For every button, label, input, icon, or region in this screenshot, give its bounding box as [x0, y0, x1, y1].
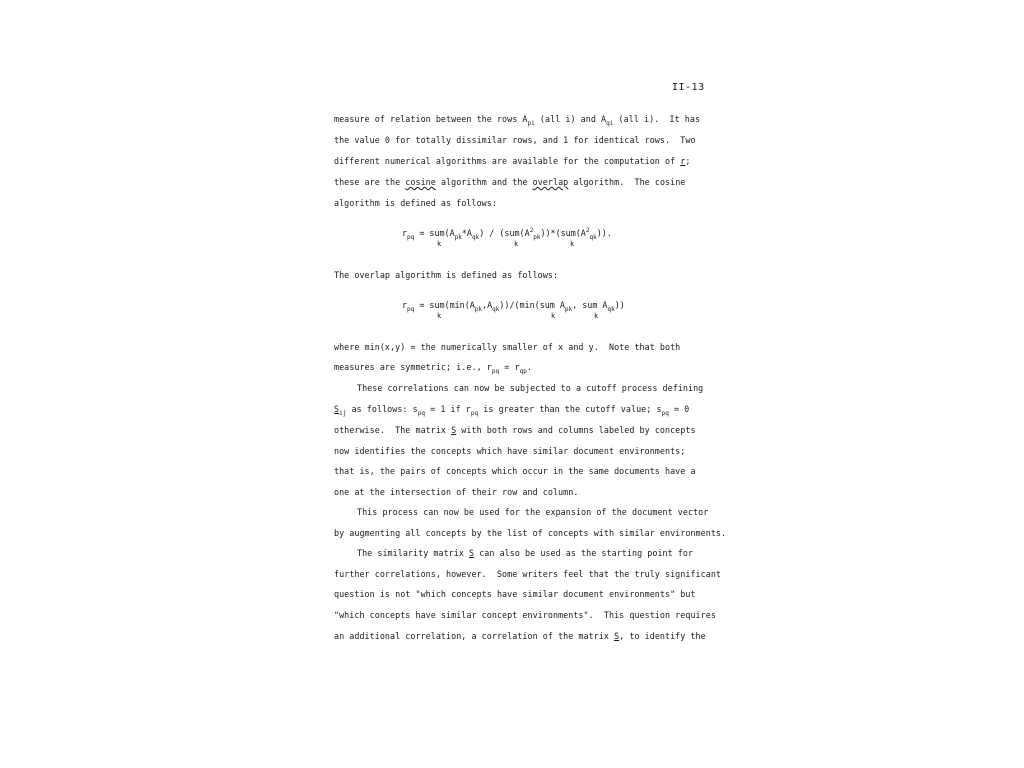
text-line: measure of relation between the rows $A_{pi}$ (all i) and $A_{qi}$ (all i). It has — [334, 114, 701, 127]
sum-index: k — [437, 240, 442, 248]
text-line: question is not "which concepts have similar document environments" but — [334, 589, 696, 599]
sum-index: k — [514, 240, 519, 248]
text-line: now identifies the concepts which have similar document environments; — [334, 446, 686, 456]
text-line: that is, the pairs of concepts which occur in the same documents have a — [334, 466, 696, 476]
text-line: different numerical algorithms are available for the computation of r; — [334, 156, 691, 166]
sum-index: k — [594, 312, 599, 320]
text-line: these are the cosine algorithm and the overlap algorithm. The cosine — [334, 177, 686, 187]
sum-index: k — [570, 240, 575, 248]
text-line: algorithm is defined as follows: — [334, 198, 497, 208]
text-line: The similarity matrix S can also be used as the starting point for — [357, 548, 694, 558]
text-line: measures are symmetric; i.e., $r_{pq} = r_{qp}$. — [334, 362, 532, 375]
text-line: an additional correlation, a correlation of the matrix S, to identify the — [334, 631, 706, 641]
text-line: otherwise. The matrix S with both rows and columns labeled by concepts — [334, 425, 696, 435]
overlap-formula: $r_{pq} = sum(\min(A_{pk},A_{qk}))/(\min(sum$ $A_{pk}$, sum $A_{qk}$)) — [402, 300, 625, 313]
text-line: where min(x,y) = the numerically smaller of x and y. Note that both — [334, 342, 681, 352]
text-line: the value 0 for totally dissimilar rows, and 1 for identical rows. Two — [334, 135, 696, 145]
sum-index: k — [551, 312, 556, 320]
text-line: by augmenting all concepts by the list of concepts with similar environments. — [334, 528, 727, 538]
text-line: The overlap algorithm is defined as follows: — [334, 270, 559, 280]
text-line: further correlations, however. Some writers feel that the truly significant — [334, 569, 722, 579]
text-line: $S_{ij}$ as follows: $s_{pq} = 1$ if $r_{pq}$ is greater than the cutoff value; $s_{pq} = 0$ — [334, 404, 690, 417]
page-number: II-13 — [672, 82, 705, 93]
text-line: This process can now be used for the expansion of the document vector — [357, 507, 709, 517]
sum-index: k — [437, 312, 442, 320]
text-line: "which concepts have similar concept environments". This question requires — [334, 610, 716, 620]
text-line: one at the intersection of their row and column. — [334, 487, 579, 497]
text-line: These correlations can now be subjected to a cutoff process defining — [357, 383, 704, 393]
cosine-formula: $r_{pq} = sum(A_{pk}*A_{qk}) / (sum(A^2_{pk}))*(sum(A^2_{qk}))$. — [402, 227, 612, 241]
